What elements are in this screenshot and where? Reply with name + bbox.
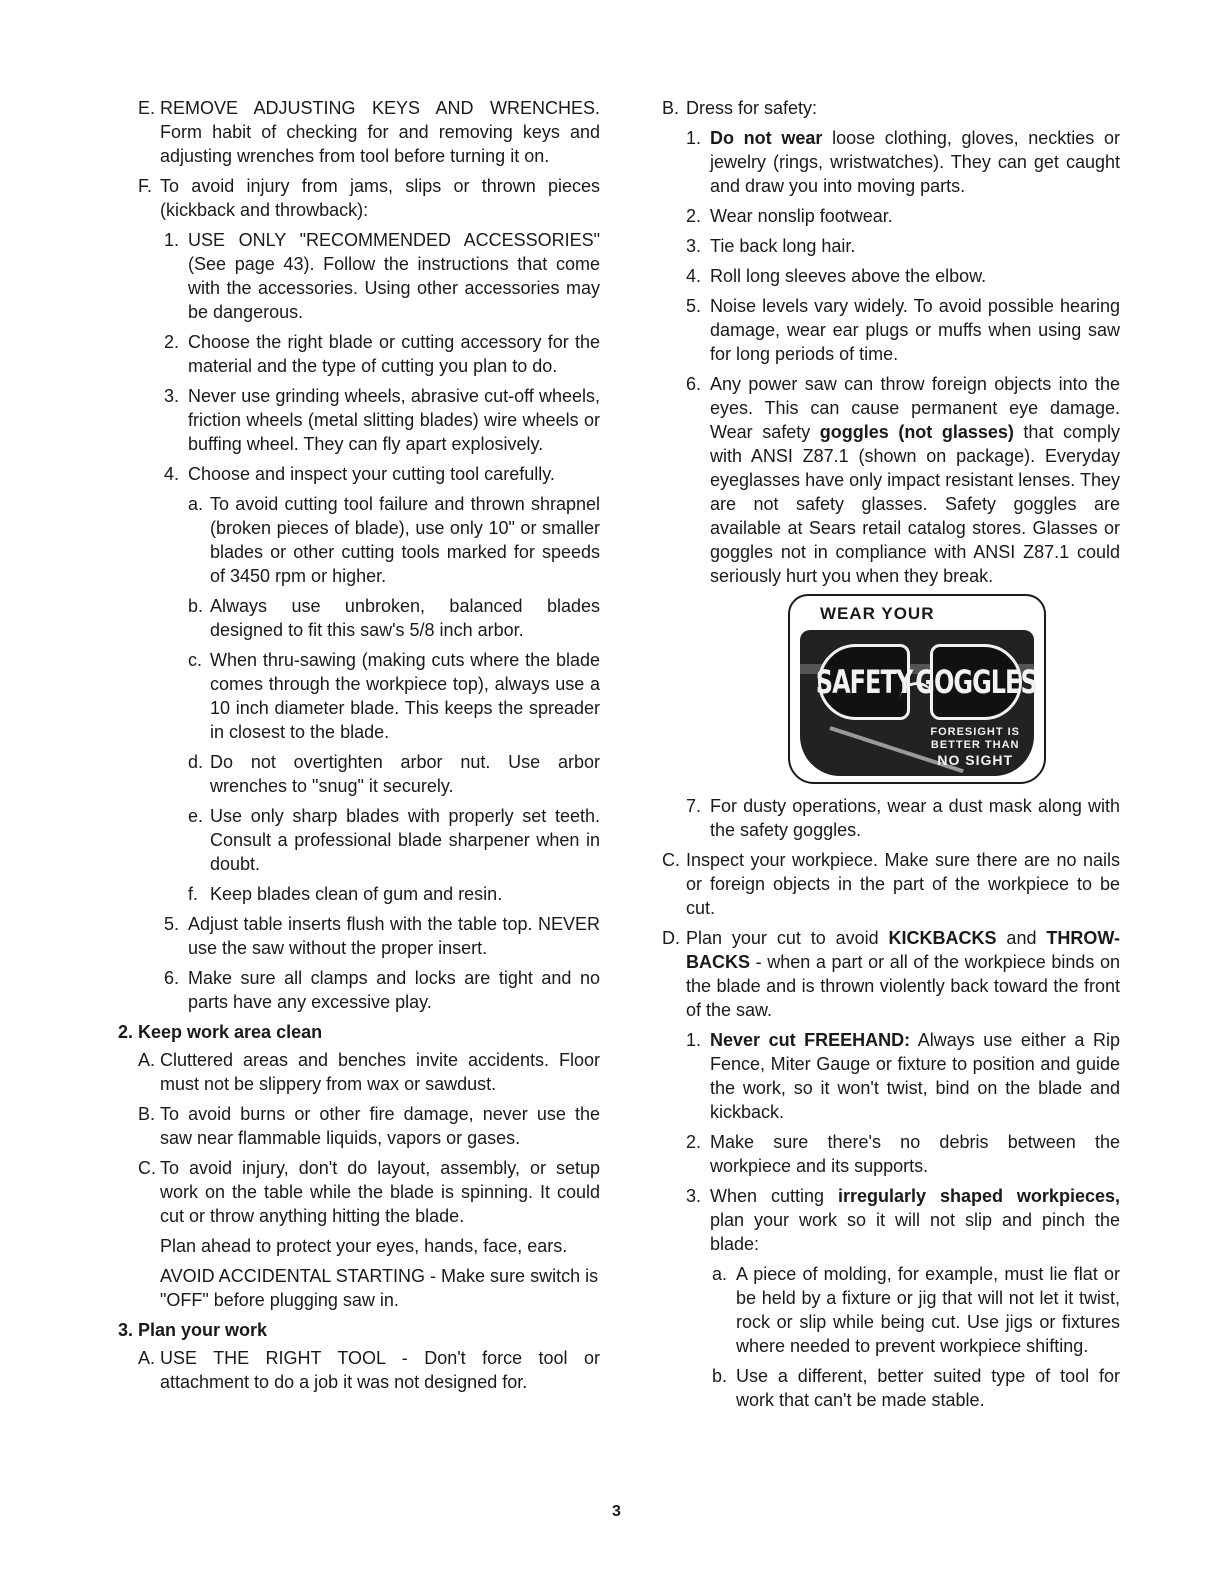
list-item <box>118 330 600 378</box>
heading-text: Keep work area clean <box>138 1022 323 1042</box>
item-text: Make sure there's no debris between the workpiece and its supports. <box>710 1132 1120 1176</box>
item-marker: 3. <box>118 1320 134 1340</box>
item-text: Choose and inspect your cutting tool carefully. <box>188 464 555 484</box>
item-marker: 1. <box>686 1030 702 1050</box>
section-heading <box>118 1318 600 1342</box>
item-text: Always use unbroken, balanced blades designed to fit this saw's 5/8 inch arbor. <box>210 596 600 640</box>
list-item <box>662 372 1120 588</box>
badge-title: WEAR YOUR <box>820 604 935 623</box>
goggles-left-lens <box>815 644 913 720</box>
item-marker: a. <box>712 1264 728 1284</box>
bold-text: THROW-BACKS <box>686 928 1120 972</box>
item-text: Dress for safety: <box>686 98 818 118</box>
item-text: Any power saw can throw foreign objects into the eyes. This can cause permanent eye damage. Wear safety <box>710 374 1120 442</box>
item-marker: 5. <box>686 296 702 316</box>
right-column <box>662 96 1120 1418</box>
list-item <box>118 228 600 324</box>
item-text: Do not overtighten arbor nut. Use arbor wrenches to "snug" it securely. <box>210 752 600 796</box>
list-item <box>118 594 600 642</box>
list-item <box>118 174 600 222</box>
item-text: Wear nonslip footwear. <box>710 206 893 226</box>
item-marker: 4. <box>686 266 702 286</box>
left-column <box>118 96 600 1400</box>
list-item <box>662 926 1120 1022</box>
item-text: and <box>996 928 1047 948</box>
list-item <box>662 1028 1120 1124</box>
item-marker: 7. <box>686 796 702 816</box>
list-item <box>118 912 600 960</box>
bold-text: Do not wear <box>710 128 823 148</box>
list-item <box>118 1346 600 1394</box>
item-text: USE THE RIGHT TOOL - Don't force tool or attachment to do a job it was not designed for. <box>160 1348 600 1392</box>
safety-goggles-badge <box>788 594 1046 784</box>
item-marker: 3. <box>164 386 180 406</box>
item-text: Choose the right blade or cutting accessory for the material and the type of cutting you plan to do. <box>188 332 600 376</box>
list-item <box>118 492 600 588</box>
item-marker: c. <box>188 650 203 670</box>
item-marker: 2. <box>118 1022 134 1042</box>
list-item <box>118 882 600 906</box>
list-item <box>662 294 1120 366</box>
list-item <box>662 126 1120 198</box>
item-text: For dusty operations, wear a dust mask along with the safety goggles. <box>710 796 1120 840</box>
item-text: A piece of molding, for example, must lie flat or be held by a fixture or jig that will not let it twist, rock or slip while being cut. Use jigs or fixtures where needed to prevent workpiece shifting. <box>736 1264 1120 1356</box>
item-text: Use only sharp blades with properly set teeth. Consult a professional blade sharpener when in doubt. <box>210 806 600 874</box>
avoid-starting-note: AVOID ACCIDENTAL STARTING - Make sure switch is "OFF" before plugging saw in. <box>160 1266 599 1310</box>
item-marker: d. <box>188 752 204 772</box>
item-text: Noise levels vary widely. To avoid possible hearing damage, wear ear plugs or muffs when using saw for long periods of time. <box>710 296 1120 364</box>
list-item <box>662 264 1120 288</box>
item-text: When thru-sawing (making cuts where the blade comes through the workpiece top), always use a 10 inch diameter blade. This keeps the spreader in closest to the blade. <box>210 650 600 742</box>
list-item <box>118 462 600 486</box>
item-marker: 1. <box>164 230 180 250</box>
item-text: To avoid cutting tool failure and thrown shrapnel (broken pieces of blade), use only 10" or smaller blades or other cutting tools marked for speeds of 3450 rpm or higher. <box>210 494 600 586</box>
item-marker: F. <box>138 176 153 196</box>
motto-line: BETTER THAN <box>930 739 1020 751</box>
list-item <box>118 804 600 876</box>
list-item <box>662 848 1120 920</box>
item-text: - when a part or all of the workpiece binds on the blade and is thrown violently back toward the front of the saw. <box>686 952 1120 1020</box>
list-item <box>118 966 600 1014</box>
item-marker: 3. <box>686 236 702 256</box>
item-marker: 4. <box>164 464 180 484</box>
heading-text: Plan your work <box>138 1320 268 1340</box>
item-marker: 6. <box>686 374 702 394</box>
item-marker: 6. <box>164 968 180 988</box>
list-item <box>118 750 600 798</box>
item-text: To avoid burns or other fire damage, never use the saw near flammable liquids, vapors or gases. <box>160 1104 600 1148</box>
item-marker: A. <box>138 1348 156 1368</box>
item-text: Make sure all clamps and locks are tight and no parts have any excessive play. <box>188 968 600 1012</box>
list-item <box>662 1262 1120 1358</box>
item-marker: B. <box>138 1104 156 1124</box>
lens-text: SAFETY <box>815 663 913 701</box>
item-text: Inspect your workpiece. Make sure there are no nails or foreign objects in the part of the workpiece to be cut. <box>686 850 1120 918</box>
motto-line: FORESIGHT IS <box>930 726 1020 738</box>
item-text: loose clothing, gloves, neckties or jewelry (rings, wristwatches). They can get caught and draw you into moving parts. <box>710 128 1120 196</box>
item-marker: 1. <box>686 128 702 148</box>
section-heading <box>118 1020 600 1044</box>
bold-text: irregularly shaped workpieces, <box>837 1186 1120 1206</box>
item-text: Never use grinding wheels, abrasive cut-off wheels, friction wheels (metal slitting blades) wire wheels or buffing wheel. They can fly apart explosively. <box>188 386 600 454</box>
item-text: Always use either a Rip Fence, Miter Gauge or fixture to position and guide the work, so it won't twist, bind on the blade and kickback. <box>710 1030 1120 1122</box>
plan-ahead-note: Plan ahead to protect your eyes, hands, face, ears. <box>160 1236 568 1256</box>
item-marker: a. <box>188 494 204 514</box>
list-item <box>118 1102 600 1150</box>
list-item <box>118 1048 600 1096</box>
list-item <box>662 1130 1120 1178</box>
bold-text: Never cut FREEHAND: <box>710 1030 911 1050</box>
list-item <box>662 234 1120 258</box>
bold-text: goggles (not glasses) <box>819 422 1014 442</box>
list-item <box>118 1156 600 1228</box>
page-number: 3 <box>612 1503 621 1520</box>
item-marker: C. <box>662 850 680 870</box>
list-item <box>118 96 600 168</box>
item-text: Use a different, better suited type of tool for work that can't be made stable. <box>736 1366 1120 1410</box>
item-text: Tie back long hair. <box>710 236 856 256</box>
item-text: Roll long sleeves above the elbow. <box>710 266 987 286</box>
item-text: To avoid injury, don't do layout, assembly, or setup work on the table while the blade is spinning. It could cut or throw anything hitting the blade. <box>160 1158 600 1226</box>
item-marker: e. <box>188 806 204 826</box>
goggles-right-lens <box>915 644 1037 720</box>
list-item <box>118 384 600 456</box>
item-text: REMOVE ADJUSTING KEYS AND WRENCHES. Form habit of checking for and removing keys and adjusting wrenches from tool before turning it on. <box>160 98 600 166</box>
motto-line: NO SIGHT <box>937 752 1014 768</box>
item-text: that comply with ANSI Z87.1 (shown on package). Everyday eyeglasses have only impact resistant lenses. They are not safety glasses. Safety goggles are available at Sears retail catalog stores. Glasses or goggles not in compliance with ANSI Z87.1 could seriously hurt you when they break. <box>710 422 1120 586</box>
list-item <box>662 1364 1120 1412</box>
item-text: Keep blades clean of gum and resin. <box>210 884 503 904</box>
item-marker: f. <box>188 884 199 904</box>
item-text: Cluttered areas and benches invite accidents. Floor must not be slippery from wax or sawdust. <box>160 1050 600 1094</box>
item-text: Plan your cut to avoid <box>686 928 889 948</box>
item-text: When cutting <box>710 1186 838 1206</box>
item-text: USE ONLY "RECOMMENDED ACCESSORIES" (See page 43). Follow the instructions that come with the accessories. Using other accessories may be dangerous. <box>188 230 600 322</box>
item-marker: b. <box>712 1366 728 1386</box>
item-marker: D. <box>662 928 680 948</box>
item-marker: C. <box>138 1158 156 1178</box>
item-text: To avoid injury from jams, slips or thrown pieces (kickback and throwback): <box>160 176 600 220</box>
list-item <box>662 96 1120 120</box>
item-marker: E. <box>138 98 156 118</box>
item-marker: 5. <box>164 914 180 934</box>
bold-text: KICKBACKS <box>888 928 997 948</box>
lens-text: GOGGLES <box>915 663 1037 701</box>
item-marker: 3. <box>686 1186 702 1206</box>
item-marker: 2. <box>686 206 702 226</box>
item-marker: B. <box>662 98 680 118</box>
item-marker: A. <box>138 1050 156 1070</box>
badge-motto <box>930 726 1020 768</box>
badge-graphic <box>800 630 1037 776</box>
item-text: Adjust table inserts flush with the table top. NEVER use the saw without the proper insert. <box>188 914 600 958</box>
list-item <box>662 204 1120 228</box>
item-marker: 2. <box>164 332 180 352</box>
list-item <box>662 794 1120 842</box>
list-item <box>662 1184 1120 1256</box>
item-marker: 2. <box>686 1132 702 1152</box>
item-text: plan your work so it will not slip and pinch the blade: <box>710 1210 1120 1254</box>
list-item <box>118 648 600 744</box>
item-marker: b. <box>188 596 204 616</box>
